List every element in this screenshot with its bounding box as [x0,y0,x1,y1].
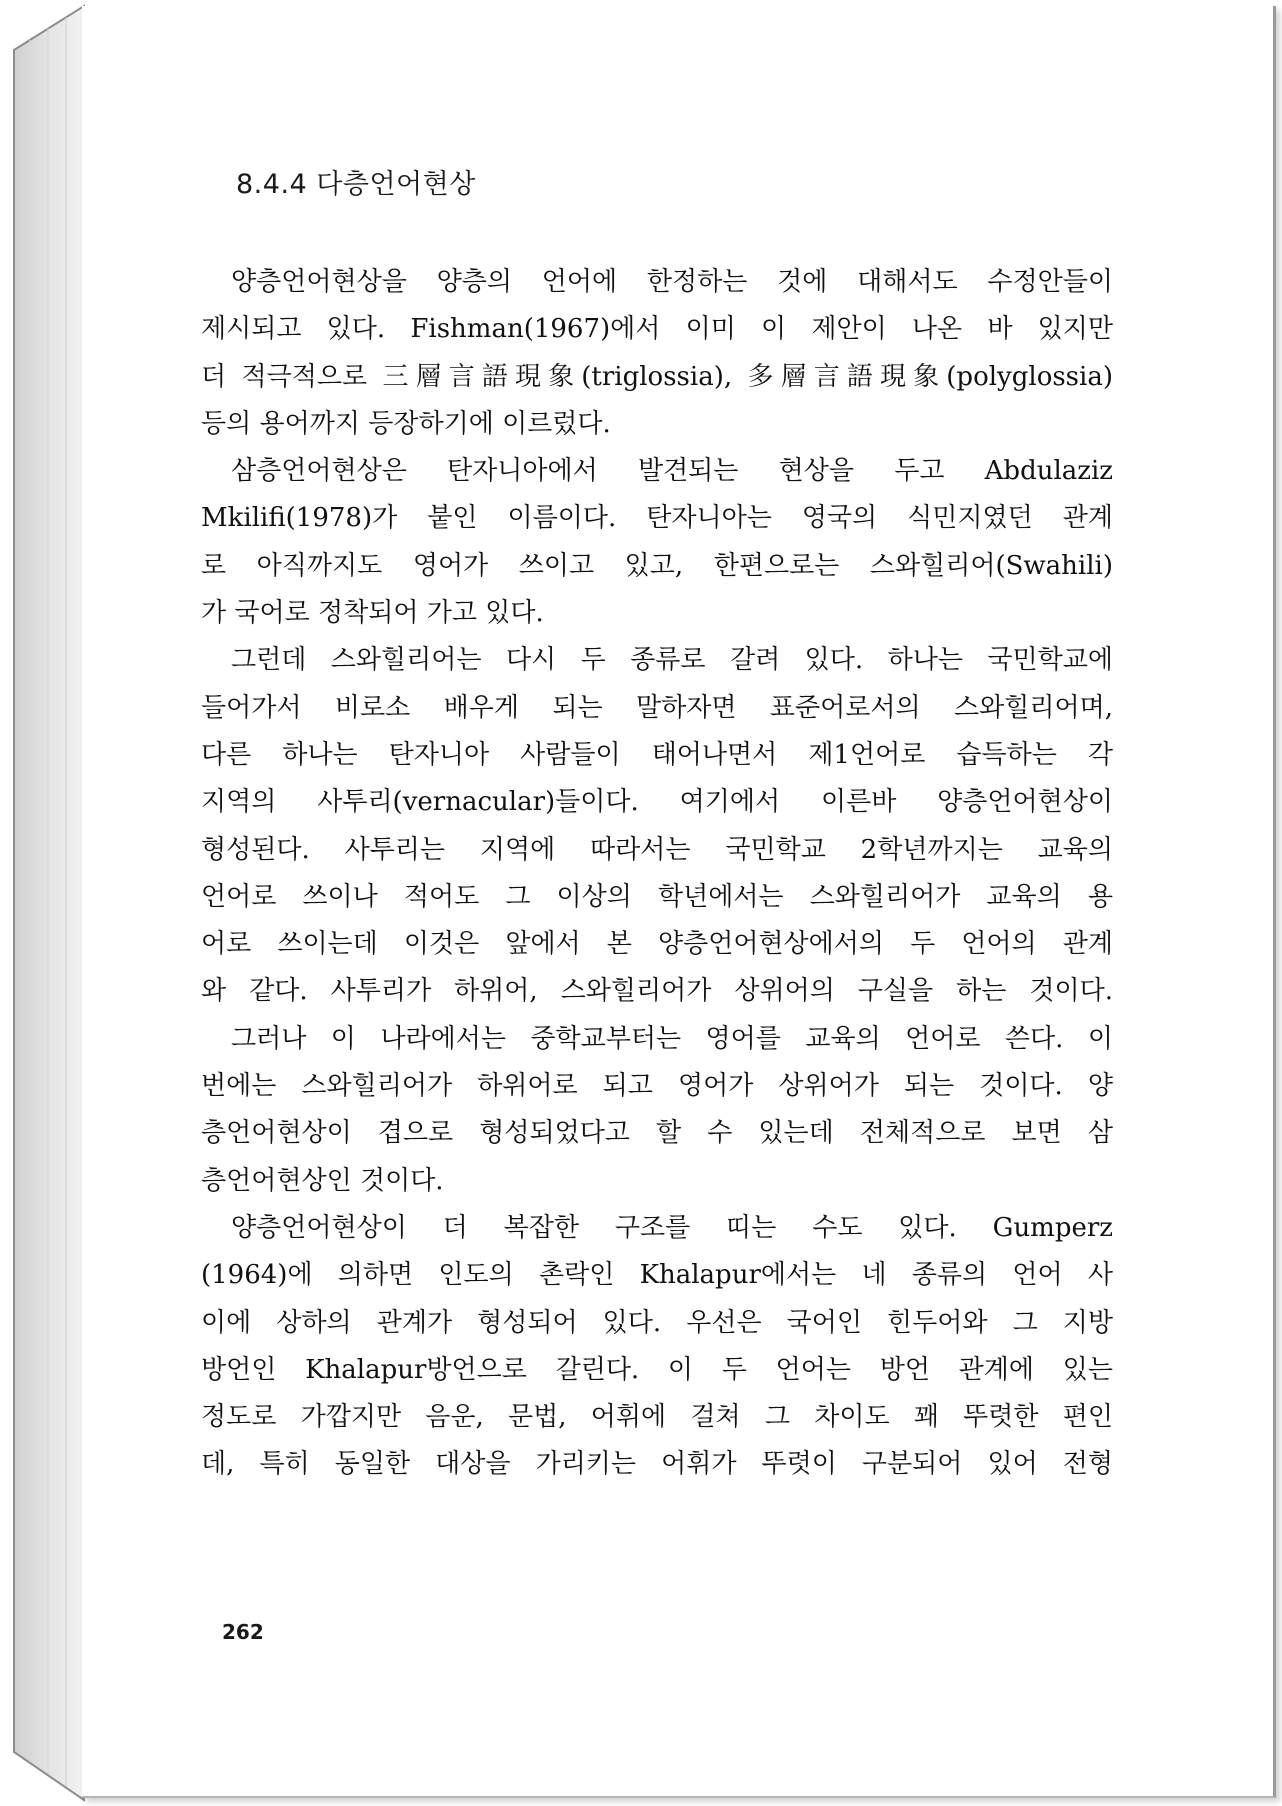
text-line: 양층언어현상을 양층의 언어에 한정하는 것에 대해서도 수정안들이 [231,267,1113,297]
text-line: 이에 상하의 관계가 형성되어 있다. 우선은 국어인 힌두어와 그 지방 [201,1307,1113,1338]
page-number: 262 [222,1620,264,1644]
text-line: 그런데 스와힐리어는 다시 두 종류로 갈려 있다. 하나는 국민학교에 [231,645,1113,676]
text-line: 층언어현상인 것이다. [201,1165,444,1196]
text-line: 등의 용어까지 등장하기에 이르렀다. [201,408,611,439]
text-line: 다른 하나는 탄자니아 사람들이 태어나면서 제1언어로 습득하는 각 [201,739,1113,770]
text-line: 로 아직까지도 영어가 쓰이고 있고, 한편으로는 스와힐리어(Swahili) [201,550,1113,581]
text-line: 양층언어현상이 더 복잡한 구조를 띠는 수도 있다. Gumperz [231,1212,1113,1243]
book-spine-edge [0,0,86,1806]
text-line: 와 같다. 사투리가 하위어, 스와힐리어가 상위어의 구실을 하는 것이다. [201,976,1113,1007]
text-line: 방언인 Khalapur방언으로 갈린다. 이 두 언어는 방언 관계에 있는 [201,1354,1113,1385]
section-heading: 8.4.4 다층언어현상 [236,169,476,200]
body-text [201,259,1113,1489]
text-line: 제시되고 있다. Fishman(1967)에서 이미 이 제안이 나온 바 있지만 [201,314,1113,345]
text-line: 데, 특히 동일한 대상을 가리키는 어휘가 뚜렷이 구분되어 있어 전형 [201,1449,1113,1480]
text-line: 삼층언어현상은 탄자니아에서 발견되는 현상을 두고 Abdulaziz [231,456,1113,487]
text-line: 가 국어로 정착되어 가고 있다. [201,598,544,629]
text-line: 그러나 이 나라에서는 중학교부터는 영어를 교육의 언어로 쓴다. 이 [231,1023,1113,1054]
text-line: 언어로 쓰이나 적어도 그 이상의 학년에서는 스와힐리어가 교육의 용 [201,881,1113,912]
text-line: 층언어현상이 겹으로 형성되었다고 할 수 있는데 전체적으로 보면 삼 [201,1118,1113,1149]
text-line: 정도로 가깝지만 음운, 문법, 어휘에 걸쳐 그 차이도 꽤 뚜렷한 편인 [201,1402,1113,1433]
text-line: (1964)에 의하면 인도의 촌락인 Khalapur에서는 네 종류의 언어 사 [201,1260,1113,1291]
text-line: 들어가서 비로소 배우게 되는 말하자면 표준어로서의 스와힐리어며, [201,692,1113,723]
text-line: 번에는 스와힐리어가 하위어로 되고 영어가 상위어가 되는 것이다. 양 [201,1071,1113,1102]
text-line: 어로 쓰이는데 이것은 앞에서 본 양층언어현상에서의 두 언어의 관계 [201,929,1113,960]
text-line: 형성된다. 사투리는 지역에 따라서는 국민학교 2학년까지는 교육의 [201,834,1113,865]
text-line: 지역의 사투리(vernacular)들이다. 여기에서 이른바 양층언어현상이 [201,787,1113,818]
text-line: 더 적극적으로 三層言語現象(triglossia), 多層言語現象(polyglossia) [201,361,1113,392]
text-line: Mkilifi(1978)가 붙인 이름이다. 탄자니아는 영국의 식민지였던 관계 [201,503,1113,534]
